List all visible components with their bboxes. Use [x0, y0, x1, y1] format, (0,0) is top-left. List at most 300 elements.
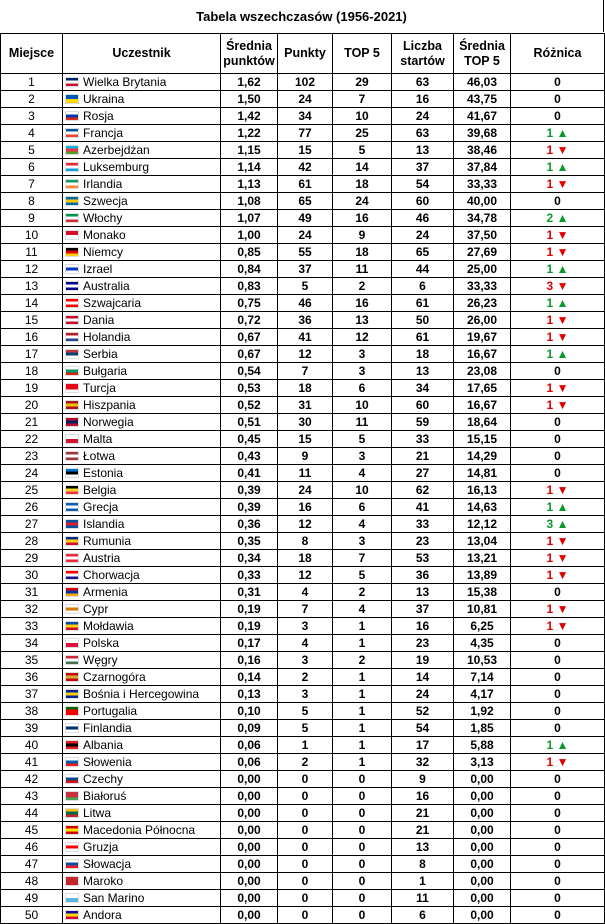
participant-name: Malta	[83, 432, 113, 446]
points-cell: 102	[278, 74, 333, 91]
points-cell: 0	[278, 805, 333, 822]
difference-value: 0	[554, 670, 561, 684]
difference-cell	[511, 210, 605, 227]
flag-icon	[65, 247, 79, 257]
rank-cell: 28	[1, 533, 63, 550]
flag-icon	[65, 468, 79, 478]
points-cell: 0	[278, 839, 333, 856]
participant-cell	[63, 74, 221, 91]
starts-cell: 21	[392, 822, 454, 839]
top5-cell: 18	[333, 244, 392, 261]
starts-cell: 6	[392, 907, 454, 924]
points-cell: 2	[278, 754, 333, 771]
top5-cell: 29	[333, 74, 392, 91]
participant-cell	[63, 261, 221, 278]
starts-cell: 23	[392, 635, 454, 652]
top5-cell: 14	[333, 159, 392, 176]
participant-cell	[63, 125, 221, 142]
avg-points-cell: 1,62	[221, 74, 278, 91]
avg-top5-cell: 16,67	[454, 346, 511, 363]
table-row	[1, 210, 605, 227]
table-row	[1, 856, 605, 873]
avg-top5-cell: 16,13	[454, 482, 511, 499]
points-cell: 37	[278, 261, 333, 278]
points-cell: 42	[278, 159, 333, 176]
points-cell: 30	[278, 414, 333, 431]
avg-points-cell: 0,75	[221, 295, 278, 312]
flag-icon	[65, 842, 79, 852]
flag-icon	[65, 366, 79, 376]
triangle-up-icon: ▲	[553, 738, 569, 752]
participant-cell	[63, 618, 221, 635]
rank-cell: 18	[1, 363, 63, 380]
top5-cell: 0	[333, 822, 392, 839]
difference-cell	[511, 584, 605, 601]
difference-value: 0	[554, 466, 561, 480]
difference-cell	[511, 261, 605, 278]
flag-icon	[65, 621, 79, 631]
avg-top5-cell: 19,67	[454, 329, 511, 346]
points-cell: 0	[278, 873, 333, 890]
rank-cell: 39	[1, 720, 63, 737]
avg-points-cell: 0,06	[221, 737, 278, 754]
rank-cell: 47	[1, 856, 63, 873]
flag-icon	[65, 791, 79, 801]
avg-top5-cell: 3,13	[454, 754, 511, 771]
avg-points-cell: 0,00	[221, 873, 278, 890]
difference-cell	[511, 329, 605, 346]
flag-icon	[65, 77, 79, 87]
starts-cell: 46	[392, 210, 454, 227]
participant-name: Maroko	[83, 874, 124, 888]
participant-name: Hiszpania	[83, 398, 136, 412]
table-row	[1, 193, 605, 210]
difference-cell	[511, 193, 605, 210]
triangle-down-icon: ▼	[553, 755, 569, 769]
difference-cell	[511, 142, 605, 159]
difference-cell	[511, 278, 605, 295]
points-cell: 55	[278, 244, 333, 261]
top5-cell: 1	[333, 686, 392, 703]
top5-cell: 18	[333, 176, 392, 193]
participant-cell	[63, 635, 221, 652]
starts-cell: 24	[392, 227, 454, 244]
difference-value: 0	[554, 891, 561, 905]
table-row	[1, 601, 605, 618]
header-starts: Liczba startów	[392, 34, 454, 74]
rank-cell: 40	[1, 737, 63, 754]
flag-icon	[65, 145, 79, 155]
difference-cell	[511, 108, 605, 125]
participant-cell	[63, 482, 221, 499]
difference-value: 1	[546, 381, 554, 395]
points-cell: 8	[278, 533, 333, 550]
starts-cell: 34	[392, 380, 454, 397]
starts-cell: 37	[392, 601, 454, 618]
starts-cell: 18	[392, 346, 454, 363]
avg-top5-cell: 27,69	[454, 244, 511, 261]
points-cell: 12	[278, 516, 333, 533]
top5-cell: 3	[333, 363, 392, 380]
difference-value: 1	[546, 738, 554, 752]
rank-cell: 34	[1, 635, 63, 652]
participant-cell	[63, 856, 221, 873]
difference-cell	[511, 652, 605, 669]
top5-cell: 4	[333, 465, 392, 482]
flag-icon	[65, 383, 79, 393]
rank-cell: 9	[1, 210, 63, 227]
points-cell: 12	[278, 346, 333, 363]
starts-cell: 1	[392, 873, 454, 890]
starts-cell: 6	[392, 278, 454, 295]
points-cell: 41	[278, 329, 333, 346]
points-cell: 0	[278, 907, 333, 924]
avg-points-cell: 0,19	[221, 601, 278, 618]
difference-value: 0	[554, 109, 561, 123]
avg-points-cell: 0,34	[221, 550, 278, 567]
ranking-table	[0, 33, 605, 924]
avg-top5-cell: 41,67	[454, 108, 511, 125]
participant-name: Bośnia i Hercegowina	[83, 687, 200, 701]
table-row	[1, 754, 605, 771]
difference-value: 1	[546, 143, 554, 157]
participant-cell	[63, 652, 221, 669]
flag-icon	[65, 808, 79, 818]
table-row	[1, 108, 605, 125]
rank-cell: 20	[1, 397, 63, 414]
points-cell: 0	[278, 822, 333, 839]
flag-icon	[65, 740, 79, 750]
difference-cell	[511, 873, 605, 890]
participant-cell	[63, 312, 221, 329]
avg-points-cell: 0,33	[221, 567, 278, 584]
points-cell: 18	[278, 550, 333, 567]
avg-points-cell: 1,50	[221, 91, 278, 108]
avg-points-cell: 0,06	[221, 754, 278, 771]
starts-cell: 21	[392, 805, 454, 822]
participant-name: Estonia	[83, 466, 124, 480]
participant-cell	[63, 533, 221, 550]
flag-icon	[65, 298, 79, 308]
difference-cell	[511, 346, 605, 363]
points-cell: 0	[278, 890, 333, 907]
difference-value: 1	[546, 126, 554, 140]
avg-top5-cell: 25,00	[454, 261, 511, 278]
participant-cell	[63, 295, 221, 312]
difference-value: 0	[554, 432, 561, 446]
participant-name: Luksemburg	[83, 160, 150, 174]
difference-value: 1	[546, 755, 554, 769]
top5-cell: 1	[333, 669, 392, 686]
flag-icon	[65, 553, 79, 563]
avg-points-cell: 0,00	[221, 907, 278, 924]
header-avg-top5: Średnia TOP 5	[454, 34, 511, 74]
avg-points-cell: 0,10	[221, 703, 278, 720]
rank-cell: 38	[1, 703, 63, 720]
flag-icon	[65, 128, 79, 138]
top5-cell: 7	[333, 91, 392, 108]
avg-points-cell: 0,13	[221, 686, 278, 703]
flag-icon	[65, 655, 79, 665]
rank-cell: 23	[1, 448, 63, 465]
points-cell: 3	[278, 652, 333, 669]
participant-cell	[63, 380, 221, 397]
flag-icon	[65, 519, 79, 529]
table-row	[1, 312, 605, 329]
table-row	[1, 482, 605, 499]
avg-points-cell: 0,39	[221, 499, 278, 516]
difference-value: 0	[554, 364, 561, 378]
flag-icon	[65, 451, 79, 461]
table-row	[1, 244, 605, 261]
rank-cell: 25	[1, 482, 63, 499]
difference-value: 1	[546, 500, 554, 514]
triangle-down-icon: ▼	[553, 143, 569, 157]
difference-value: 1	[546, 296, 554, 310]
triangle-down-icon: ▼	[553, 177, 569, 191]
header-difference: Różnica	[511, 34, 605, 74]
triangle-down-icon: ▼	[553, 381, 569, 395]
table-row	[1, 635, 605, 652]
participant-name: Wielka Brytania	[83, 75, 167, 89]
avg-points-cell: 0,31	[221, 584, 278, 601]
starts-cell: 16	[392, 618, 454, 635]
table-row	[1, 74, 605, 91]
points-cell: 0	[278, 771, 333, 788]
flag-icon	[65, 400, 79, 410]
participant-cell	[63, 720, 221, 737]
participant-cell	[63, 193, 221, 210]
table-row	[1, 227, 605, 244]
avg-points-cell: 0,67	[221, 329, 278, 346]
difference-value: 0	[554, 721, 561, 735]
table-row	[1, 142, 605, 159]
points-cell: 34	[278, 108, 333, 125]
participant-cell	[63, 567, 221, 584]
participant-name: Rumunia	[83, 534, 132, 548]
avg-points-cell: 0,00	[221, 856, 278, 873]
rank-cell: 50	[1, 907, 63, 924]
table-row	[1, 771, 605, 788]
avg-points-cell: 0,09	[221, 720, 278, 737]
participant-name: Niemcy	[83, 245, 124, 259]
flag-icon	[65, 859, 79, 869]
difference-value: 1	[546, 568, 554, 582]
avg-top5-cell: 40,00	[454, 193, 511, 210]
difference-value: 0	[554, 449, 561, 463]
difference-cell	[511, 550, 605, 567]
difference-cell	[511, 312, 605, 329]
triangle-down-icon: ▼	[553, 551, 569, 565]
top5-cell: 6	[333, 499, 392, 516]
header-rank: Miejsce	[1, 34, 63, 74]
table-row	[1, 278, 605, 295]
flag-icon	[65, 570, 79, 580]
avg-points-cell: 1,13	[221, 176, 278, 193]
participant-name: Dania	[83, 313, 115, 327]
flag-icon	[65, 706, 79, 716]
top5-cell: 6	[333, 380, 392, 397]
avg-top5-cell: 10,53	[454, 652, 511, 669]
participant-name: Czarnogóra	[83, 670, 146, 684]
participant-cell	[63, 397, 221, 414]
difference-value: 1	[546, 228, 554, 242]
participant-name: Monako	[83, 228, 126, 242]
avg-points-cell: 0,67	[221, 346, 278, 363]
flag-icon	[65, 774, 79, 784]
table-row	[1, 159, 605, 176]
flag-icon	[65, 689, 79, 699]
avg-top5-cell: 26,00	[454, 312, 511, 329]
points-cell: 3	[278, 686, 333, 703]
difference-cell	[511, 482, 605, 499]
difference-cell	[511, 159, 605, 176]
triangle-down-icon: ▼	[553, 313, 569, 327]
participant-name: Norwegia	[83, 415, 134, 429]
participant-name: Bułgaria	[83, 364, 128, 378]
header-top5: TOP 5	[333, 34, 392, 74]
points-cell: 18	[278, 380, 333, 397]
rank-cell: 42	[1, 771, 63, 788]
avg-points-cell: 0,53	[221, 380, 278, 397]
participant-cell	[63, 771, 221, 788]
participant-cell	[63, 516, 221, 533]
participant-cell	[63, 448, 221, 465]
avg-top5-cell: 37,50	[454, 227, 511, 244]
rank-cell: 5	[1, 142, 63, 159]
rank-cell: 11	[1, 244, 63, 261]
avg-points-cell: 1,00	[221, 227, 278, 244]
avg-top5-cell: 23,08	[454, 363, 511, 380]
flag-icon	[65, 417, 79, 427]
flag-icon	[65, 604, 79, 614]
points-cell: 31	[278, 397, 333, 414]
flag-icon	[65, 264, 79, 274]
starts-cell: 27	[392, 465, 454, 482]
difference-cell	[511, 227, 605, 244]
table-row	[1, 584, 605, 601]
rank-cell: 4	[1, 125, 63, 142]
top5-cell: 4	[333, 601, 392, 618]
participant-name: Mołdawia	[83, 619, 134, 633]
rank-cell: 35	[1, 652, 63, 669]
rank-cell: 16	[1, 329, 63, 346]
participant-cell	[63, 873, 221, 890]
header-avg-points: Średnia punktów	[221, 34, 278, 74]
starts-cell: 61	[392, 295, 454, 312]
flag-icon	[65, 536, 79, 546]
top5-cell: 0	[333, 771, 392, 788]
flag-icon	[65, 485, 79, 495]
avg-top5-cell: 0,00	[454, 873, 511, 890]
starts-cell: 23	[392, 533, 454, 550]
difference-cell	[511, 788, 605, 805]
avg-top5-cell: 37,84	[454, 159, 511, 176]
difference-value: 0	[554, 687, 561, 701]
starts-cell: 16	[392, 788, 454, 805]
avg-points-cell: 0,00	[221, 805, 278, 822]
rank-cell: 19	[1, 380, 63, 397]
triangle-down-icon: ▼	[553, 619, 569, 633]
difference-cell	[511, 74, 605, 91]
avg-points-cell: 0,72	[221, 312, 278, 329]
starts-cell: 52	[392, 703, 454, 720]
difference-cell	[511, 516, 605, 533]
difference-value: 1	[546, 534, 554, 548]
points-cell: 7	[278, 601, 333, 618]
difference-value: 1	[546, 483, 554, 497]
rank-cell: 3	[1, 108, 63, 125]
triangle-down-icon: ▼	[553, 398, 569, 412]
avg-top5-cell: 14,29	[454, 448, 511, 465]
participant-cell	[63, 669, 221, 686]
points-cell: 7	[278, 363, 333, 380]
triangle-up-icon: ▲	[553, 347, 569, 361]
avg-top5-cell: 1,92	[454, 703, 511, 720]
flag-icon	[65, 94, 79, 104]
rank-cell: 17	[1, 346, 63, 363]
points-cell: 0	[278, 788, 333, 805]
participant-cell	[63, 805, 221, 822]
rank-cell: 12	[1, 261, 63, 278]
difference-value: 3	[546, 279, 554, 293]
difference-cell	[511, 176, 605, 193]
difference-cell	[511, 635, 605, 652]
difference-cell	[511, 618, 605, 635]
participant-cell	[63, 550, 221, 567]
difference-value: 1	[546, 245, 554, 259]
starts-cell: 61	[392, 329, 454, 346]
participant-name: Australia	[83, 279, 130, 293]
triangle-down-icon: ▼	[553, 228, 569, 242]
avg-points-cell: 0,85	[221, 244, 278, 261]
avg-top5-cell: 18,64	[454, 414, 511, 431]
difference-cell	[511, 669, 605, 686]
avg-points-cell: 0,83	[221, 278, 278, 295]
top5-cell: 4	[333, 516, 392, 533]
starts-cell: 19	[392, 652, 454, 669]
starts-cell: 21	[392, 448, 454, 465]
participant-cell	[63, 414, 221, 431]
rank-cell: 21	[1, 414, 63, 431]
table-row	[1, 737, 605, 754]
avg-points-cell: 0,84	[221, 261, 278, 278]
starts-cell: 24	[392, 686, 454, 703]
difference-value: 1	[546, 160, 554, 174]
flag-icon	[65, 230, 79, 240]
rank-cell: 32	[1, 601, 63, 618]
participant-cell	[63, 227, 221, 244]
starts-cell: 60	[392, 193, 454, 210]
avg-points-cell: 0,51	[221, 414, 278, 431]
rank-cell: 26	[1, 499, 63, 516]
triangle-up-icon: ▲	[553, 296, 569, 310]
participant-name: Węgry	[83, 653, 118, 667]
participant-cell	[63, 210, 221, 227]
difference-value: 0	[554, 840, 561, 854]
participant-name: Czechy	[83, 772, 124, 786]
avg-points-cell: 0,14	[221, 669, 278, 686]
triangle-up-icon: ▲	[553, 517, 569, 531]
participant-name: Izrael	[83, 262, 113, 276]
difference-cell	[511, 686, 605, 703]
difference-value: 0	[554, 704, 561, 718]
flag-icon	[65, 196, 79, 206]
participant-name: Armenia	[83, 585, 128, 599]
rank-cell: 6	[1, 159, 63, 176]
top5-cell: 24	[333, 193, 392, 210]
participant-cell	[63, 363, 221, 380]
